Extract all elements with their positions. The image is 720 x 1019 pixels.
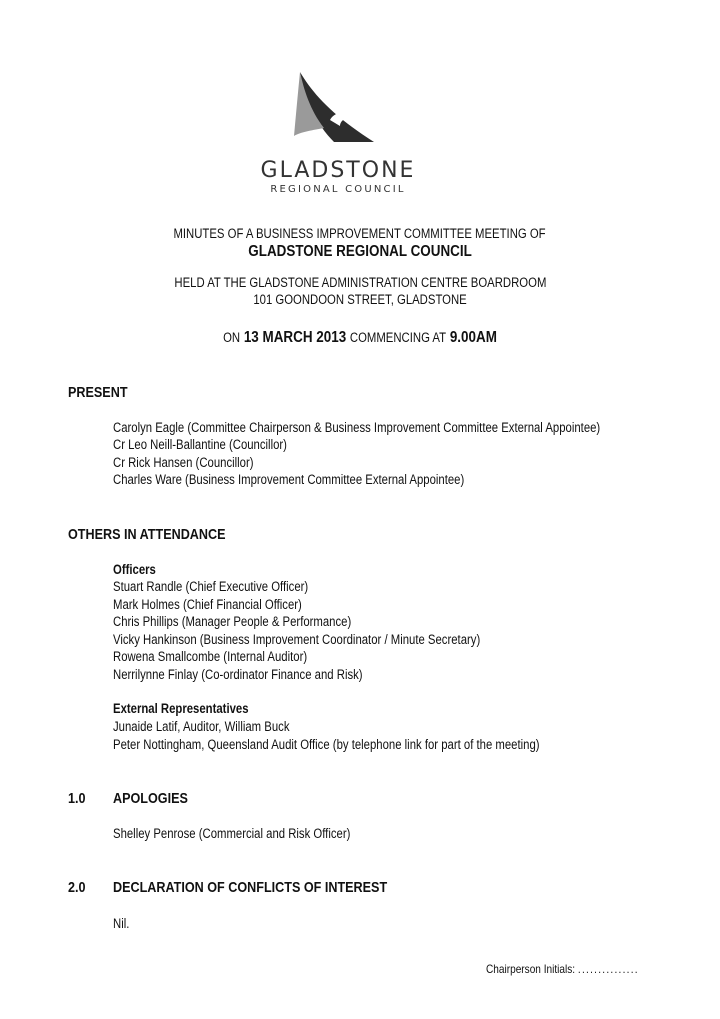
external-label: External Representatives (113, 701, 249, 716)
conflicts-text: Nil. (113, 916, 130, 931)
initials-label: Chairperson Initials: (486, 962, 576, 976)
section-conflicts-title: DECLARATION OF CONFLICTS OF INTEREST (113, 879, 388, 896)
sail-logo-icon (290, 70, 386, 144)
officer-item: Stuart Randle (Chief Executive Officer) (113, 579, 309, 594)
heading-council-name: GLADSTONE REGIONAL COUNCIL (248, 243, 472, 260)
officer-item: Mark Holmes (Chief Financial Officer) (113, 597, 302, 612)
date-prefix: ON (223, 330, 241, 345)
officer-item: Nerrilynne Finlay (Co-ordinator Finance and Risk) (113, 667, 363, 682)
apologies-text: Shelley Penrose (Commercial and Risk Officer) (113, 826, 351, 841)
heading-address: 101 GOONDOON STREET, GLADSTONE (253, 292, 467, 307)
heading-date-line (0, 329, 720, 347)
section-others-title: OTHERS IN ATTENDANCE (68, 526, 226, 543)
initials-blank: ............... (577, 962, 639, 976)
external-item: Peter Nottingham, Queensland Audit Office (by telephone link for part of the meeting) (113, 737, 540, 752)
present-item: Cr Leo Neill-Ballantine (Councillor) (113, 437, 287, 452)
meeting-date: 13 MARCH 2013 (243, 329, 347, 346)
officer-item: Vicky Hankinson (Business Improvement Coordinator / Minute Secretary) (113, 632, 481, 647)
section-conflicts-number: 2.0 (68, 879, 86, 896)
heading-line-1: MINUTES OF A BUSINESS IMPROVEMENT COMMITTEE MEETING OF (173, 226, 547, 241)
section-present-title: PRESENT (68, 384, 128, 401)
officer-item: Chris Phillips (Manager People & Performance) (113, 614, 352, 629)
present-item: Carolyn Eagle (Committee Chairperson & Business Improvement Committee External Appointee) (113, 420, 601, 435)
section-apologies-number: 1.0 (68, 790, 86, 807)
officers-label: Officers (113, 562, 156, 577)
officer-item: Rowena Smallcombe (Internal Auditor) (113, 649, 308, 664)
present-item: Cr Rick Hansen (Councillor) (113, 455, 254, 470)
section-apologies-title: APOLOGIES (113, 790, 188, 807)
meeting-time: 9.00AM (449, 329, 497, 346)
council-logo (258, 70, 418, 198)
logo-subtitle: REGIONAL COUNCIL (270, 184, 406, 195)
commencing-label: COMMENCING AT (349, 330, 447, 345)
heading-venue: HELD AT THE GLADSTONE ADMINISTRATION CENTRE BOARDROOM (174, 275, 546, 290)
present-item: Charles Ware (Business Improvement Committee External Appointee) (113, 472, 465, 487)
chairperson-initials (486, 962, 668, 976)
external-item: Junaide Latif, Auditor, William Buck (113, 719, 290, 734)
logo-wordmark: GLADSTONE (260, 158, 416, 183)
